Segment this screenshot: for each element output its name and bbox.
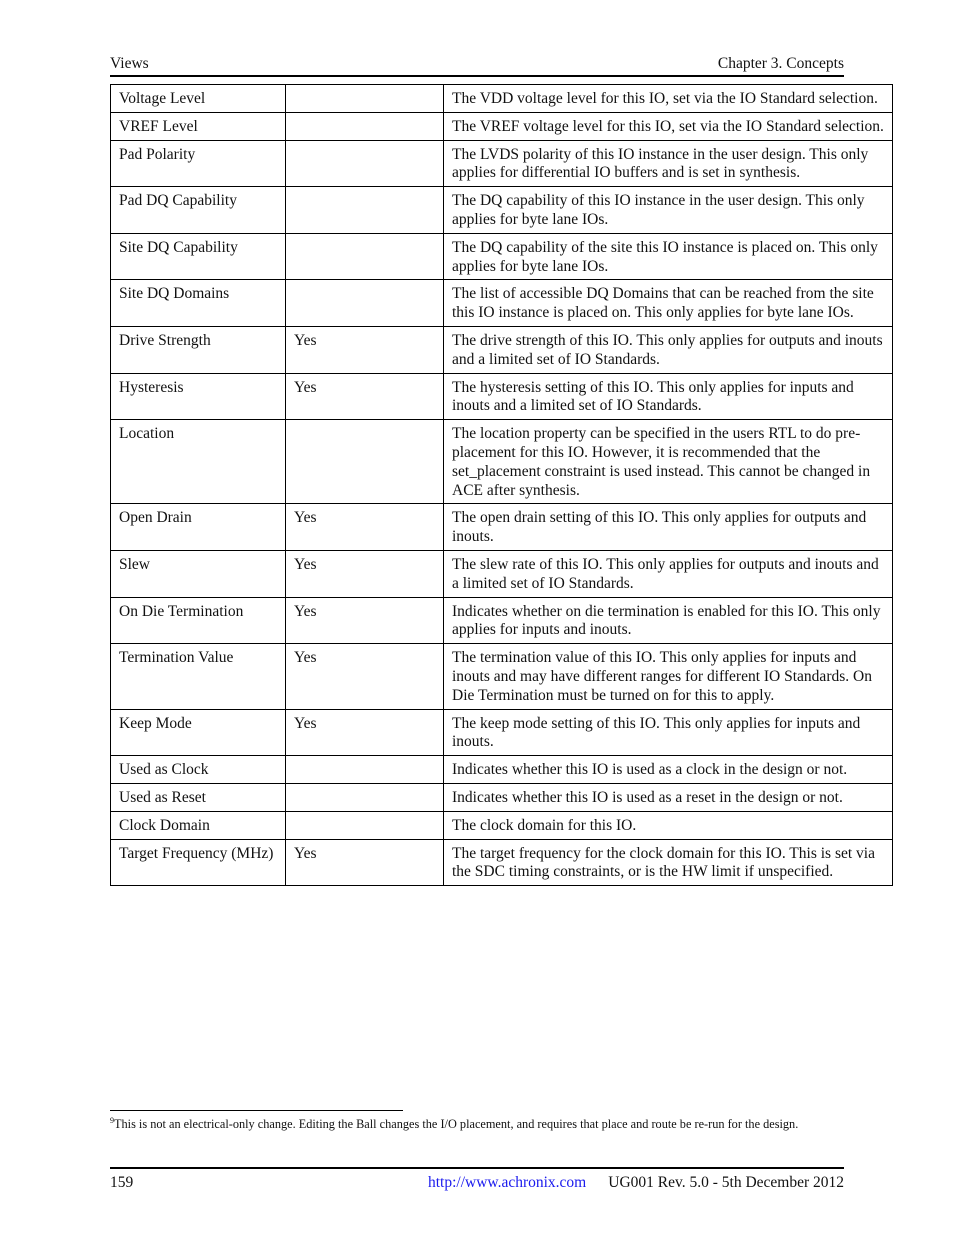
property-editable-cell: Yes [286,550,444,597]
property-description-cell: The open drain setting of this IO. This only applies for outputs and inouts. [444,504,893,551]
document-id: UG001 Rev. 5.0 - 5th December 2012 [608,1174,844,1191]
property-name-cell: Target Frequency (MHz) [111,839,286,886]
property-name-cell: On Die Termination [111,597,286,644]
property-name-cell: Hysteresis [111,373,286,420]
property-editable-cell: Yes [286,373,444,420]
property-editable-cell [286,280,444,327]
property-description-cell: The VREF voltage level for this IO, set via the IO Standard selection. [444,112,893,140]
io-properties-table [110,84,893,886]
table-row [111,709,893,756]
property-description-cell: Indicates whether this IO is used as a clock in the design or not. [444,756,893,784]
table-row [111,280,893,327]
header-section: Views [110,55,149,72]
table-row [111,839,893,886]
table-row [111,420,893,504]
property-editable-cell [286,85,444,113]
property-description-cell: Indicates whether on die termination is enabled for this IO. This only applies for inputs and inouts. [444,597,893,644]
property-description-cell: The drive strength of this IO. This only applies for outputs and inouts and a limited set of IO Standards. [444,326,893,373]
property-name-cell: Keep Mode [111,709,286,756]
property-description-cell: The list of accessible DQ Domains that can be reached from the site this IO instance is placed on. This only applies for byte lane IOs. [444,280,893,327]
footnote-number: 9 [110,1116,114,1125]
property-editable-cell [286,420,444,504]
property-editable-cell: Yes [286,839,444,886]
website-link[interactable]: http://www.achronix.com [427,1174,587,1191]
table-row [111,550,893,597]
running-header [110,54,844,74]
property-description-cell: The LVDS polarity of this IO instance in the user design. This only applies for differential IO buffers and is set in synthesis. [444,140,893,187]
property-description-cell: Indicates whether this IO is used as a reset in the design or not. [444,783,893,811]
property-editable-cell [286,783,444,811]
header-chapter: Chapter 3. Concepts [717,55,844,72]
property-description-cell: The slew rate of this IO. This only applies for outputs and inouts and a limited set of IO Standards. [444,550,893,597]
property-description-cell: The termination value of this IO. This only applies for inputs and inouts and may have different ranges for different IO Standards. On Die Termination must be turned on for this to apply. [444,644,893,709]
footnote-rule [110,1110,403,1111]
property-editable-cell [286,233,444,280]
table-row [111,85,893,113]
table-row [111,597,893,644]
property-name-cell: Voltage Level [111,85,286,113]
property-name-cell: Drive Strength [111,326,286,373]
property-name-cell: VREF Level [111,112,286,140]
property-name-cell: Pad Polarity [111,140,286,187]
table-row [111,373,893,420]
page-number: 159 [110,1174,134,1191]
property-name-cell: Termination Value [111,644,286,709]
table-row [111,811,893,839]
property-name-cell: Pad DQ Capability [111,187,286,234]
table-row [111,112,893,140]
footer-rule [110,1167,844,1169]
property-name-cell: Site DQ Domains [111,280,286,327]
table-row [111,187,893,234]
property-name-cell: Site DQ Capability [111,233,286,280]
property-editable-cell [286,811,444,839]
footnote-text: This is not an electrical-only change. Editing the Ball changes the I/O placement, and requires that place and route be re-run for the design. [114,1117,799,1131]
property-name-cell: Used as Reset [111,783,286,811]
property-description-cell: The clock domain for this IO. [444,811,893,839]
property-description-cell: The DQ capability of the site this IO instance is placed on. This only applies for byte lane IOs. [444,233,893,280]
property-editable-cell: Yes [286,709,444,756]
footnote [110,1114,844,1132]
table-row [111,233,893,280]
property-name-cell: Location [111,420,286,504]
property-description-cell: The DQ capability of this IO instance in the user design. This only applies for byte lane IOs. [444,187,893,234]
property-editable-cell: Yes [286,644,444,709]
property-editable-cell [286,140,444,187]
table-row [111,644,893,709]
table-row [111,756,893,784]
header-rule [110,75,844,77]
property-editable-cell [286,112,444,140]
table-row [111,140,893,187]
table-row [111,504,893,551]
property-editable-cell: Yes [286,504,444,551]
property-editable-cell: Yes [286,326,444,373]
property-name-cell: Used as Clock [111,756,286,784]
footer-right [428,1173,844,1193]
property-description-cell: The VDD voltage level for this IO, set via the IO Standard selection. [444,85,893,113]
property-description-cell: The target frequency for the clock domain for this IO. This is set via the SDC timing constraints, or is the HW limit if unspecified. [444,839,893,886]
property-description-cell: The keep mode setting of this IO. This only applies for inputs and inouts. [444,709,893,756]
property-editable-cell [286,187,444,234]
property-description-cell: The location property can be specified in the users RTL to do pre-placement for this IO. However, it is recommended that the set_placement constraint is used instead. This cannot be changed in ACE after synthesis. [444,420,893,504]
property-name-cell: Slew [111,550,286,597]
table-row [111,783,893,811]
property-editable-cell [286,756,444,784]
property-editable-cell: Yes [286,597,444,644]
property-name-cell: Open Drain [111,504,286,551]
property-name-cell: Clock Domain [111,811,286,839]
table-row [111,326,893,373]
property-description-cell: The hysteresis setting of this IO. This only applies for inputs and inouts and a limited set of IO Standards. [444,373,893,420]
